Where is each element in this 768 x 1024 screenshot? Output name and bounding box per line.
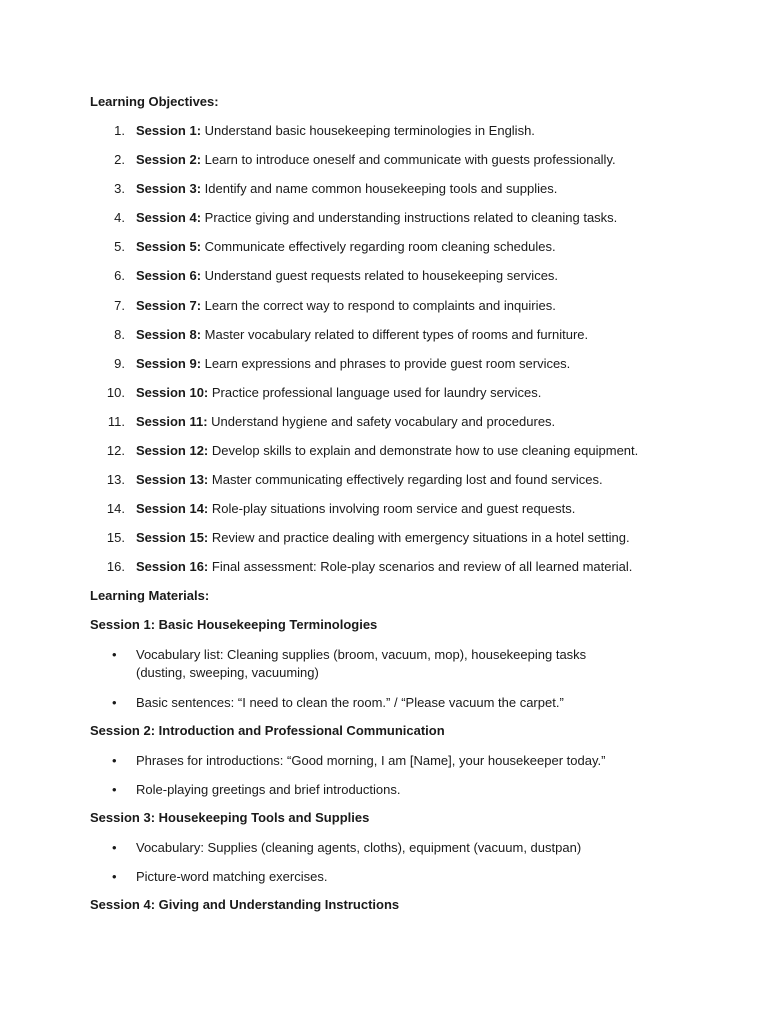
session-description: Practice professional language used for laundry services. [211, 384, 542, 400]
bullet-text: Phrases for introductions: “Good morning, I am [Name], your housekeeper today.” [136, 753, 606, 768]
bullet-text: Basic sentences: “I need to clean the room.” / “Please vacuum the carpet.” [136, 695, 564, 710]
session-label: Session 4: [136, 210, 202, 226]
session-description: Practice giving and understanding instructions related to cleaning tasks. [204, 210, 618, 226]
item-number: 10. [106, 384, 125, 400]
session-label: Session 6: [136, 268, 202, 284]
session-description: Understand hygiene and safety vocabulary and procedures. [211, 413, 556, 429]
item-number: 14. [106, 501, 125, 517]
item-number: 15. [106, 530, 125, 546]
bullet-icon: • [112, 695, 117, 710]
session-1-heading: Session 1: Basic Housekeeping Terminologies [90, 617, 378, 632]
session-description: Learn to introduce oneself and communicate with guests professionally. [204, 152, 616, 168]
bullet-icon: • [112, 753, 117, 768]
list-item [0, 781, 636, 799]
bullet-text: Role-playing greetings and brief introductions. [136, 782, 401, 797]
session-label: Session 12: [136, 443, 209, 459]
session-label: Session 13: [136, 472, 209, 488]
session-label: Session 7: [136, 297, 202, 313]
list-item [0, 646, 636, 694]
bullet-text: Picture-word matching exercises. [136, 869, 328, 884]
session-description: Learn expressions and phrases to provide guest room services. [204, 355, 571, 371]
item-number: 3. [114, 181, 125, 197]
session-label: Session 2: [136, 152, 202, 168]
session-label: Session 14: [136, 501, 209, 517]
session-label: Session 16: [136, 559, 209, 575]
list-item [0, 694, 636, 712]
session-1-bullets [0, 646, 636, 712]
list-item [0, 839, 636, 868]
item-number: 11. [107, 413, 125, 429]
session-description: Develop skills to explain and demonstrate how to use cleaning equipment. [211, 443, 639, 459]
session-description: Final assessment: Role-play scenarios and review of all learned material. [211, 559, 633, 575]
session-description: Role-play situations involving room service and guest requests. [211, 501, 576, 517]
item-number: 13. [106, 472, 125, 488]
session-description: Understand guest requests related to housekeeping services. [204, 268, 559, 284]
session-label: Session 9: [136, 355, 202, 371]
bullet-icon: • [112, 647, 117, 662]
session-3-bullets [0, 839, 636, 886]
session-4-heading: Session 4: Giving and Understanding Instructions [90, 897, 400, 912]
item-number: 2. [114, 152, 125, 168]
bullet-text: Vocabulary: Supplies (cleaning agents, cloths), equipment (vacuum, dustpan) [136, 840, 582, 855]
session-description: Identify and name common housekeeping tools and supplies. [204, 181, 558, 197]
bullet-icon: • [112, 840, 117, 855]
item-number: 9. [114, 355, 125, 371]
bullet-text: Vocabulary list: Cleaning supplies (broom, vacuum, mop), housekeeping tasks (dusting, sweeping, vacuuming) [136, 647, 587, 680]
item-number: 4. [114, 210, 125, 226]
item-number: 12. [106, 443, 125, 459]
item-number: 6. [114, 268, 125, 284]
item-number: 16. [106, 559, 125, 575]
session-3-heading: Session 3: Housekeeping Tools and Supplies [90, 810, 370, 825]
learning-materials-heading: Learning Materials: [90, 588, 210, 603]
bullet-icon: • [112, 869, 117, 884]
session-label: Session 1: [136, 123, 202, 138]
session-description: Learn the correct way to respond to complaints and inquiries. [204, 297, 556, 313]
session-label: Session 15: [136, 530, 209, 546]
item-number: 7. [114, 297, 125, 313]
session-label: Session 10: [136, 384, 209, 400]
item-number: 5. [114, 239, 125, 255]
item-number: 1. [114, 123, 125, 138]
item-number: 8. [114, 326, 125, 342]
session-description: Understand basic housekeeping terminologies in English. [204, 123, 535, 138]
session-label: Session 3: [136, 181, 202, 197]
session-2-heading: Session 2: Introduction and Professional Communication [90, 723, 445, 738]
session-description: Communicate effectively regarding room cleaning schedules. [204, 239, 556, 255]
session-description: Review and practice dealing with emergency situations in a hotel setting. [211, 530, 630, 546]
bullet-icon: • [112, 782, 117, 797]
session-label: Session 5: [136, 239, 202, 255]
session-2-bullets [0, 752, 636, 799]
session-description: Master communicating effectively regarding lost and found services. [211, 472, 603, 488]
list-item [0, 752, 636, 781]
session-label: Session 11: [136, 413, 208, 429]
learning-objectives-heading: Learning Objectives: [90, 94, 219, 109]
session-description: Master vocabulary related to different types of rooms and furniture. [204, 326, 589, 342]
list-item [0, 868, 636, 886]
session-label: Session 8: [136, 326, 202, 342]
